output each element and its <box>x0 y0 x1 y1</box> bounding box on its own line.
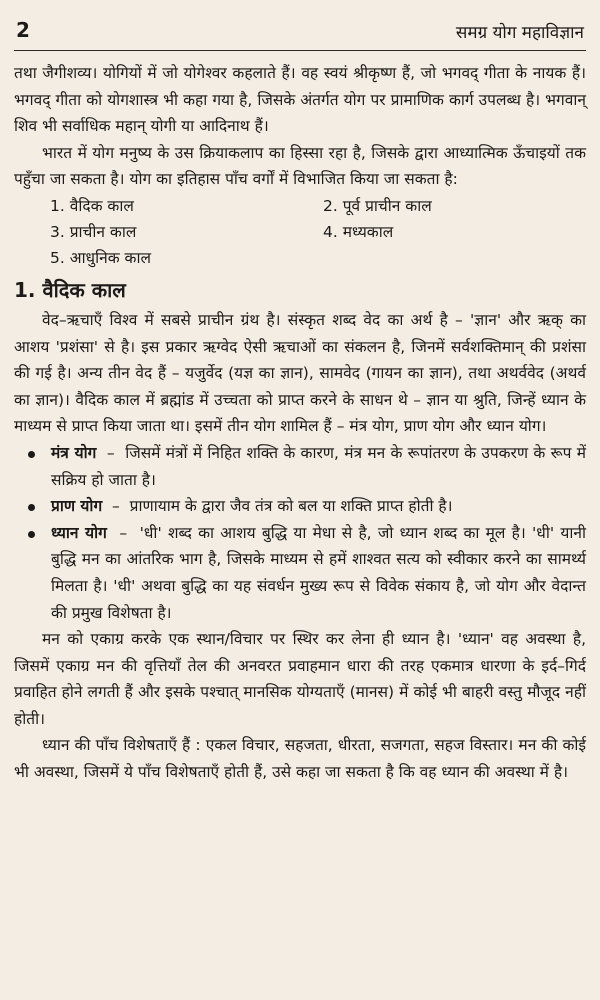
practice-term: ध्यान योग <box>51 523 107 542</box>
practice-dash: – <box>106 443 115 462</box>
practice-term: मंत्र योग <box>51 443 97 462</box>
practice-text: जिसमें मंत्रों में निहित शक्ति के कारण, मंत्र मन के रूपांतरण के उपकरण के रूप में सक्रिय हो जाता है। <box>51 443 586 489</box>
period-item-pre-classical: 2. पूर्व प्राचीन काल <box>323 196 432 215</box>
practice-dash: – <box>119 523 128 542</box>
bullet-icon <box>28 451 35 458</box>
practice-term: प्राण योग <box>51 497 103 516</box>
section-heading: 1. वैदिक काल <box>14 277 126 302</box>
page-header <box>14 14 586 51</box>
intro-paragraph: तथा जैगीशव्य। योगियों में जो योगेश्वर कहलाते हैं। वह स्वयं श्रीकृष्ण हैं, जो भगवद् गीता के नायक हैं। भगवद् गीता को योगशास्त्र भी कहा गया है, जिसके अंतर्गत योग पर प्रामाणिक कार्ग उपलब्ध है। भगवान् शिव भी सर्वाधिक महान् योगी या आदिनाथ हैं। <box>14 64 586 136</box>
history-paragraph: भारत में योग मनुष्य के उस क्रियाकलाप का हिस्सा रहा है, जिसके द्वारा आध्यात्मिक ऊँचाइयों तक पहुँचा जा सकता है। योग का इतिहास पाँच वर्गों में विभाजित किया जा सकता है: <box>14 143 586 189</box>
meditation-paragraph: मन को एकाग्र करके एक स्थान/विचार पर स्थिर कर लेना ही ध्यान है। 'ध्यान' वह अवस्था है, जिसमें एकाग्र मन की वृत्तियाँ तेल की अनवरत प्रवाहमान धारा की तरह एकमात्र धारणा के इर्द–गिर्द प्रवाहित होने लगती हैं और इसके पश्चात् मानसिक योग्यताएँ (मानस) में कोई भी बाहरी वस्तु मौजूद नहीं होती। <box>14 630 586 728</box>
period-item-medieval: 4. मध्यकाल <box>323 222 394 241</box>
list-item <box>14 440 586 493</box>
period-item-vedic: 1. वैदिक काल <box>50 196 134 215</box>
yoga-practice-list <box>14 440 586 626</box>
page-number: 2 <box>16 18 30 42</box>
running-title: समग्र योग महाविज्ञान <box>455 23 584 43</box>
bullet-icon <box>28 504 35 511</box>
period-list <box>14 193 586 271</box>
features-paragraph: ध्यान की पाँच विशेषताएँ हैं : एकल विचार, सहजता, धीरता, सजगता, सहज विस्तार। मन की कोई भी अवस्था, जिसमें ये पाँच विशेषताएँ होती हैं, उसे कहा जा सकता है कि वह ध्यान की अवस्था में है। <box>14 736 586 782</box>
bullet-icon <box>28 531 35 538</box>
period-item-modern: 5. आधुनिक काल <box>50 248 151 267</box>
list-item <box>14 493 586 520</box>
practice-dash: – <box>112 497 120 516</box>
period-item-classical: 3. प्राचीन काल <box>50 222 137 241</box>
page-body <box>14 60 586 786</box>
list-item <box>14 520 586 626</box>
practice-text: प्राणायाम के द्वारा जैव तंत्र को बल या शक्ति प्राप्त होती है। <box>129 497 453 516</box>
vedic-paragraph: वेद–ऋचाएँ विश्व में सबसे प्राचीन ग्रंथ है। संस्कृत शब्द वेद का अर्थ है – 'ज्ञान' और ऋक् का आशय 'प्रशंसा' से है। इस प्रकार ऋग्वेद ऐसी ऋचाओं का संकलन है, जिनमें सर्वशक्तिमान् की प्रशंसा की गई है। अन्य तीन वेद हैं – यजुर्वेद (यज्ञ का ज्ञान), सामवेद (गायन का ज्ञान), तथा अथर्ववेद (अथर्व का ज्ञान)। वैदिक काल में ब्रह्मांड में उच्चता को प्राप्त करने के साधन थे – ज्ञान या श्रुति, जिन्हें ध्यान के माध्यम से प्राप्त किया जाता था। इसमें तीन योग शामिल हैं – मंत्र योग, प्राण योग और ध्यान योग। <box>14 310 586 436</box>
practice-text: 'धी' शब्द का आशय बुद्धि या मेधा से है, जो ध्यान शब्द का मूल है। 'धी' यानी बुद्धि मन का आंतरिक भाग है, जिसके माध्यम से हमें शाश्वत सत्य को स्वीकार करने का सामर्थ्य मिलता है। 'धी' अथवा बुद्धि का यह संवर्धन मुख्य रूप से विवेक संकाय है, जो योग और वेदान्त की प्रमुख विशेषता है। <box>51 523 586 622</box>
